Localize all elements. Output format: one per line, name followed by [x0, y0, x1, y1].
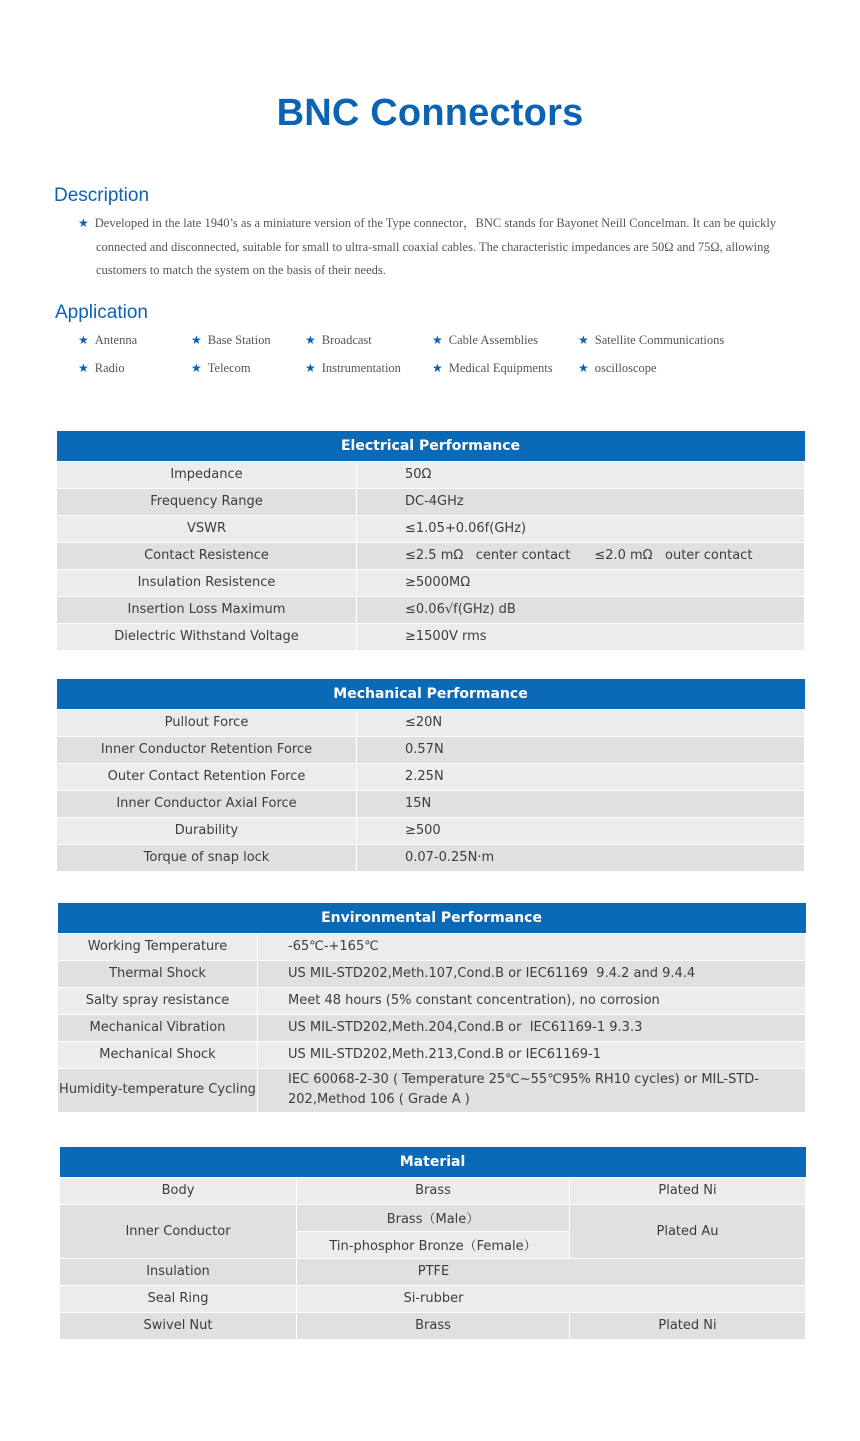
star-icon: ★ — [78, 361, 89, 375]
table-row — [58, 987, 806, 1014]
table-row — [57, 515, 805, 542]
application-item: ★ Medical Equipments — [432, 361, 553, 375]
table-row — [60, 1258, 806, 1285]
description-text-block — [78, 212, 813, 283]
table-row — [57, 736, 805, 763]
spec-value: -65℃-+165℃ — [258, 933, 806, 960]
material-value: Tin-phosphor Bronze（Female） — [297, 1231, 570, 1258]
table-row — [57, 488, 805, 515]
spec-name: Working Temperature — [58, 933, 258, 960]
material-value: Brass（Male） — [297, 1204, 570, 1231]
spec-value: IEC 60068-2-30 ( Temperature 25℃~55℃95% RH10 cycles) or MIL-STD-202,Method 106 ( Grade A ) — [258, 1068, 806, 1112]
star-icon: ★ — [432, 333, 443, 347]
star-icon: ★ — [191, 361, 202, 375]
center-contact-value: ≤2.5 mΩ center contact — [405, 548, 571, 563]
spec-name: Outer Contact Retention Force — [57, 763, 357, 790]
table-row — [58, 1068, 806, 1112]
application-item: ★ Radio — [78, 361, 125, 375]
table-row — [57, 709, 805, 736]
application-item: ★ Broadcast — [305, 333, 372, 347]
table-row — [57, 817, 805, 844]
spec-value: ≥1500V rms — [357, 623, 805, 650]
star-icon: ★ — [578, 333, 589, 347]
component-name: Body — [60, 1177, 297, 1204]
application-item: ★ Cable Assemblies — [432, 333, 538, 347]
description-text: Developed in the late 1940’s as a miniature version of the Type connector，BNC stands for Bayonet Neill Concelman. It can be quickly connected and disconnected, suitable for small to ultra-small coaxial cables. The characteristic impedances are 50Ω and 75Ω, allowing customers to match the system on the basis of their needs. — [94, 216, 777, 277]
star-icon: ★ — [191, 333, 202, 347]
spec-value: ≥5000MΩ — [357, 569, 805, 596]
table-row — [58, 960, 806, 987]
application-item: ★ Instrumentation — [305, 361, 401, 375]
spec-value: ≥500 — [357, 817, 805, 844]
star-icon: ★ — [432, 361, 443, 375]
page-title: BNC Connectors — [276, 92, 584, 134]
material-value: Si-rubber — [297, 1285, 806, 1312]
table-row — [58, 1041, 806, 1068]
table-title: Mechanical Performance — [57, 679, 805, 709]
table-title: Environmental Performance — [58, 903, 806, 933]
table-row — [58, 933, 806, 960]
environmental-performance-table — [57, 903, 806, 1113]
spec-value: 15N — [357, 790, 805, 817]
star-icon: ★ — [305, 333, 316, 347]
outer-contact-value: ≤2.0 mΩ outer contact — [594, 548, 753, 563]
table-row — [60, 1204, 806, 1231]
star-icon: ★ — [578, 361, 589, 375]
mechanical-performance-table — [56, 679, 805, 872]
plating-value: Plated Ni — [570, 1177, 806, 1204]
spec-value: 0.57N — [357, 736, 805, 763]
material-value: Brass — [297, 1177, 570, 1204]
spec-name: Insertion Loss Maximum — [57, 596, 357, 623]
application-item: ★ Telecom — [191, 361, 251, 375]
star-icon: ★ — [305, 361, 316, 375]
component-name: Swivel Nut — [60, 1312, 297, 1339]
spec-value — [357, 542, 805, 569]
spec-value: 2.25N — [357, 763, 805, 790]
table-row — [57, 844, 805, 871]
spec-value: ≤1.05+0.06f(GHz) — [357, 515, 805, 542]
spec-value: Meet 48 hours (5% constant concentration), no corrosion — [258, 987, 806, 1014]
table-row — [57, 763, 805, 790]
table-row — [60, 1285, 806, 1312]
electrical-performance-table — [56, 431, 805, 651]
application-item: ★ oscilloscope — [578, 361, 657, 375]
table-row — [57, 623, 805, 650]
component-name: Seal Ring — [60, 1285, 297, 1312]
spec-value: DC-4GHz — [357, 488, 805, 515]
spec-value: 0.07-0.25N·m — [357, 844, 805, 871]
table-row — [60, 1177, 806, 1204]
spec-value: 50Ω — [357, 461, 805, 488]
spec-name: Contact Resistence — [57, 542, 357, 569]
table-row — [57, 542, 805, 569]
spec-name: Pullout Force — [57, 709, 357, 736]
material-value: Brass — [297, 1312, 570, 1339]
spec-value: ≤0.06√f(GHz) dB — [357, 596, 805, 623]
table-row — [60, 1312, 806, 1339]
spec-value: US MIL-STD202,Meth.213,Cond.B or IEC61169-1 — [258, 1041, 806, 1068]
spec-name: Salty spray resistance — [58, 987, 258, 1014]
spec-name: Thermal Shock — [58, 960, 258, 987]
table-row — [58, 1014, 806, 1041]
application-item: ★ Base Station — [191, 333, 271, 347]
table-row — [57, 461, 805, 488]
application-heading: Application — [55, 302, 148, 323]
spec-name: Humidity-temperature Cycling — [58, 1068, 258, 1112]
table-title: Material — [60, 1147, 806, 1177]
spec-value: ≤20N — [357, 709, 805, 736]
spec-name: Inner Conductor Axial Force — [57, 790, 357, 817]
application-item: ★ Satellite Communications — [578, 333, 725, 347]
spec-name: Inner Conductor Retention Force — [57, 736, 357, 763]
spec-name: VSWR — [57, 515, 357, 542]
spec-name: Impedance — [57, 461, 357, 488]
spec-name: Dielectric Withstand Voltage — [57, 623, 357, 650]
spec-name: Insulation Resistence — [57, 569, 357, 596]
material-value: PTFE — [297, 1258, 806, 1285]
spec-name: Frequency Range — [57, 488, 357, 515]
spec-value: US MIL-STD202,Meth.107,Cond.B or IEC61169 9.4.2 and 9.4.4 — [258, 960, 806, 987]
spec-name: Torque of snap lock — [57, 844, 357, 871]
spec-name: Mechanical Shock — [58, 1041, 258, 1068]
star-icon: ★ — [78, 333, 89, 347]
table-row — [57, 596, 805, 623]
spec-name: Mechanical Vibration — [58, 1014, 258, 1041]
material-table — [59, 1147, 806, 1340]
plating-value: Plated Au — [570, 1204, 806, 1258]
description-heading: Description — [54, 185, 150, 206]
component-name: Inner Conductor — [60, 1204, 297, 1258]
plating-value: Plated Ni — [570, 1312, 806, 1339]
spec-name: Durability — [57, 817, 357, 844]
table-title: Electrical Performance — [57, 431, 805, 461]
spec-value: US MIL-STD202,Meth.204,Cond.B or IEC61169-1 9.3.3 — [258, 1014, 806, 1041]
table-row — [57, 790, 805, 817]
table-row — [57, 569, 805, 596]
component-name: Insulation — [60, 1258, 297, 1285]
application-item: ★ Antenna — [78, 333, 138, 347]
star-icon: ★ — [78, 216, 89, 230]
